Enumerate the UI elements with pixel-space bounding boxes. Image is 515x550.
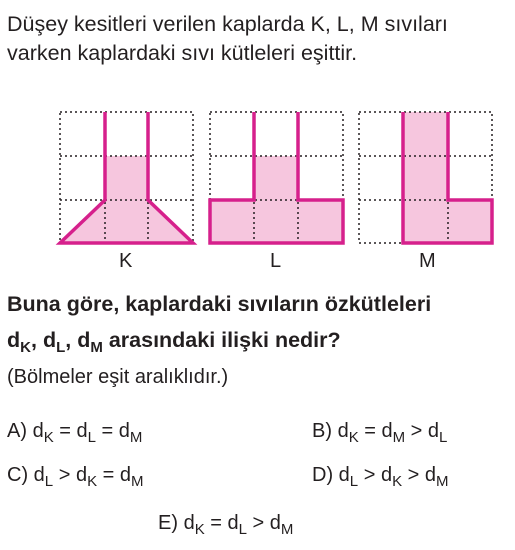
option-letter: D) xyxy=(312,464,339,486)
label-m: M xyxy=(419,250,436,272)
liquid-l-base xyxy=(210,200,343,243)
option-letter: A) xyxy=(7,420,33,442)
operator: > xyxy=(53,464,76,486)
density-var: $d_L$ xyxy=(427,420,448,446)
density-var: $d_M$ xyxy=(118,420,143,446)
option-letter: E) xyxy=(158,512,184,534)
option-letter: B) xyxy=(312,420,338,442)
hint-text: (Bölmeler eşit aralıklıdır.) xyxy=(7,366,229,388)
operator: = xyxy=(358,420,382,442)
option-b[interactable] xyxy=(312,420,448,446)
option-a[interactable] xyxy=(7,420,143,446)
container-l xyxy=(210,112,343,243)
density-var: $d_M$ xyxy=(119,464,144,490)
option-letter: C) xyxy=(7,464,34,486)
container-k xyxy=(60,112,193,243)
question-text xyxy=(7,286,512,358)
operator: = xyxy=(95,420,119,442)
operator: > xyxy=(246,512,270,534)
density-var: $d_K$ xyxy=(32,420,54,446)
density-var: $d_L$ xyxy=(76,420,96,446)
container-m xyxy=(359,112,492,243)
density-var: $d_M$ xyxy=(381,420,406,446)
liquid-m-base xyxy=(403,200,492,243)
density-var: $d_L$ xyxy=(33,464,54,490)
question-line-1: Buna göre, kaplardaki sıvıların özkütleleri xyxy=(7,292,432,316)
liquid-l-top xyxy=(254,156,298,200)
density-var: $d_K$ xyxy=(337,420,359,446)
var-dm: $d_M$ xyxy=(77,328,103,356)
operator: = xyxy=(97,464,120,486)
density-var: $d_L$ xyxy=(227,512,247,538)
operator: > xyxy=(402,464,425,486)
option-d[interactable] xyxy=(312,464,449,490)
operator: = xyxy=(204,512,228,534)
intro-line-2: varken kaplardaki sıvı kütleleri eşittir. xyxy=(7,41,358,65)
operator: > xyxy=(358,464,381,486)
label-k: K xyxy=(119,250,133,272)
density-var: $d_K$ xyxy=(380,464,403,490)
intro-line-1: Düşey kesitleri verilen kaplarda K, L, M sıvıları xyxy=(7,12,448,36)
option-e[interactable] xyxy=(158,512,294,538)
option-c[interactable] xyxy=(7,464,144,490)
density-var: $d_K$ xyxy=(183,512,205,538)
question-line-2: $d_K$, $d_L$, $d_M$ arasındaki ilişki nedir? xyxy=(7,328,341,356)
label-l: L xyxy=(270,250,282,272)
density-var: $d_M$ xyxy=(269,512,294,538)
density-var: $d_K$ xyxy=(75,464,98,490)
operator: > xyxy=(405,420,428,442)
density-var: $d_L$ xyxy=(338,464,359,490)
var-dl: $d_L$ xyxy=(42,328,66,356)
var-dk: $d_K$ xyxy=(7,328,31,356)
density-var: $d_M$ xyxy=(424,464,449,490)
operator: = xyxy=(53,420,77,442)
